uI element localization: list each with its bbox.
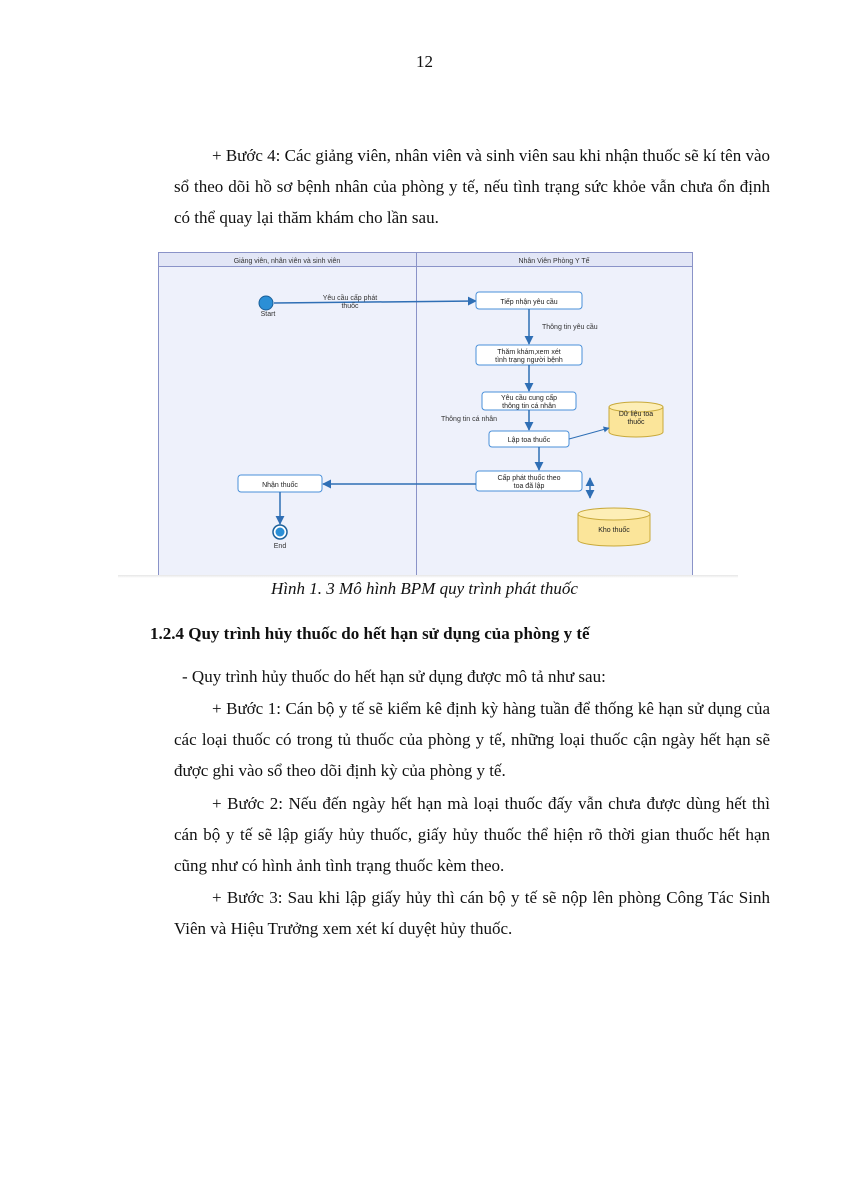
figure-divider [118,575,738,578]
figure-caption: Hình 1. 3 Mô hình BPM quy trình phát thuốc [271,579,578,598]
start-label: Start [260,311,276,318]
task-receive-medicine-label: Nhận thuốc [262,482,298,489]
start-event [259,296,273,310]
paragraph-step-4: + Bước 4: Các giảng viên, nhân viên và sinh viên sau khi nhận thuốc sẽ kí tên vào sổ theo dõi hồ sơ bệnh nhân của phòng y tế, nếu tình trạng sức khỏe vẫn chưa ổn định có thể quay lại thăm khám cho lần sau. [174,146,770,227]
task-examine-label-2: tình trạng người bệnh [495,357,563,364]
bpm-diagram [158,252,693,576]
task-request-info-label-1: Yêu cầu cung cấp [500,395,558,402]
end-label: End [273,543,287,550]
paragraph-step-3: + Bước 3: Sau khi lập giấy hủy thì cán bộ y tế sẽ nộp lên phòng Công Tác Sinh Viên và Hiệu Trưởng xem xét kí duyệt hủy thuốc. [174,888,770,938]
section-heading: 1.2.4 Quy trình hủy thuốc do hết hạn sử dụng của phòng y tế [150,624,590,643]
intro-list-item: - Quy trình hủy thuốc do hết hạn sử dụng được mô tả như sau: [182,667,606,686]
paragraph-step-2: + Bước 2: Nếu đến ngày hết hạn mà loại thuốc đấy vẫn chưa được dùng hết thì cán bộ y tế sẽ lập giấy hủy thuốc, giấy hủy thuốc thể hiện rõ thời gian thuốc hết hạn cũng như có hình ảnh tình trạng thuốc kèm theo. [174,794,770,875]
task-examine-label-1: Thăm khám,xem xét [497,349,561,356]
task-dispense-label-2: toa đã lập [513,483,545,490]
task-receive-request-label: Tiếp nhận yêu cầu [500,299,558,306]
data-store-prescription-label-1: Dữ liệu toa [618,411,654,418]
flow-request-label-1: Yêu cầu cấp phát [322,295,378,302]
end-event-core [276,528,285,537]
flow-personal-info-label: Thông tin cá nhân [441,416,498,423]
lane-left-title: Giảng viên, nhân viên và sinh viên [233,258,341,265]
flow-request-label-2: thuốc [341,303,359,310]
task-prescription-label: Lập toa thuốc [507,437,551,444]
page-number: 12 [416,52,433,71]
data-store-storage-label: Kho thuốc [598,527,630,534]
flow-info-label: Thông tin yêu cầu [542,324,598,331]
task-request-info-label-2: thông tin cá nhân [502,403,556,410]
lane-right-title: Nhân Viên Phòng Y Tế [518,258,590,265]
data-store-prescription-label-2: thuốc [627,419,645,426]
paragraph-step-1: + Bước 1: Cán bộ y tế sẽ kiểm kê định kỳ hàng tuần để thống kê hạn sử dụng của các loại thuốc có trong tủ thuốc của phòng y tế, những loại thuốc cận ngày hết hạn sẽ được ghi vào sổ theo dõi định kỳ của phòng y tế. [174,699,770,780]
task-dispense-label-1: Cấp phát thuốc theo [497,475,561,482]
